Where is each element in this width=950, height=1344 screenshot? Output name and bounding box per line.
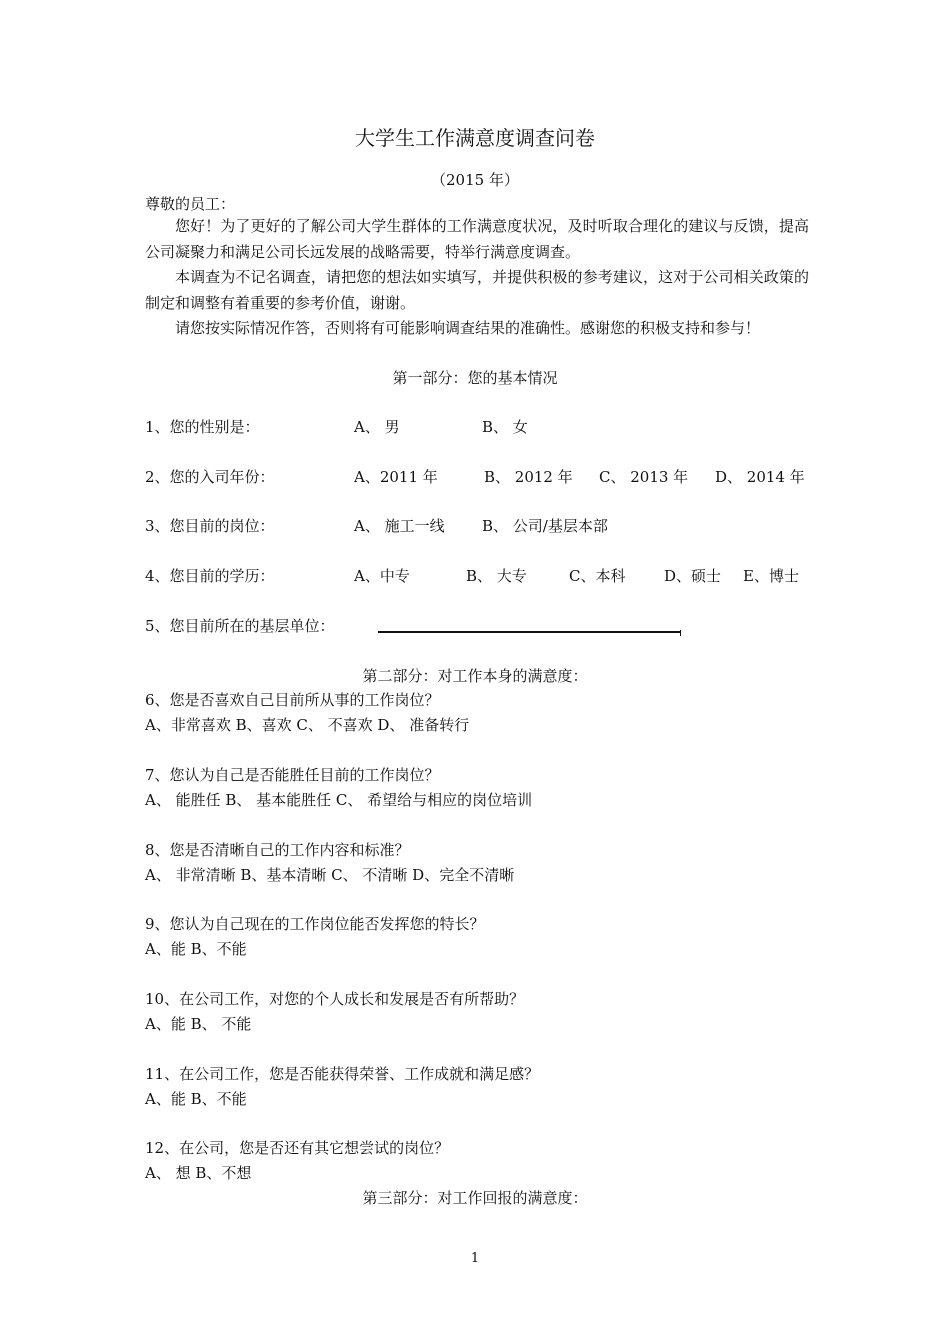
survey-year: （2015 年）: [431, 171, 519, 189]
question-1-option-a: A、 男: [354, 418, 400, 436]
salutation: 尊敬的员工：: [145, 195, 236, 213]
part2-heading: 第二部分：对工作本身的满意度：: [362, 667, 588, 685]
question-8-options: A、 非常清晰 B、基本清晰 C、 不清晰 D、完全不清晰: [145, 866, 515, 884]
question-5-answer-line[interactable]: [378, 631, 680, 633]
question-6-options: A、非常喜欢 B、喜欢 C、 不喜欢 D、 准备转行: [145, 716, 470, 734]
question-2-label: 2、您的入司年份：: [145, 468, 275, 486]
question-4-option-c: C、本科: [569, 567, 626, 585]
question-7-options: A、 能胜任 B、 基本能胜任 C、 希望给与相应的岗位培训: [145, 791, 533, 809]
answer-line-end-mark: [680, 630, 681, 636]
intro-paragraph-2: 本调查为不记名调查，请把您的想法如实填写，并提供积极的参考建议，这对于公司相关政策的制定和调整有着重要的参考价值，谢谢。: [145, 268, 809, 312]
question-11-text: 11、在公司工作，您是否能获得荣誉、工作成就和满足感？: [145, 1065, 540, 1083]
question-2-option-c: C、 2013 年: [599, 468, 689, 486]
question-12-text: 12、在公司，您是否还有其它想尝试的岗位？: [145, 1139, 450, 1157]
question-2-option-a: A、2011 年: [354, 468, 438, 486]
question-1-label: 1、您的性别是：: [145, 418, 260, 436]
question-4-option-a: A、中专: [354, 567, 410, 585]
question-8-text: 8、您是否清晰自己的工作内容和标准？: [145, 841, 410, 859]
question-3-label: 3、您目前的岗位：: [145, 517, 275, 535]
question-1-option-b: B、 女: [482, 418, 528, 436]
question-10-text: 10、在公司工作，对您的个人成长和发展是否有所帮助？: [145, 990, 525, 1008]
page-number: 1: [470, 1251, 480, 1266]
question-12-options: A、 想 B、不想: [145, 1164, 252, 1182]
intro-paragraph-3: 请您按实际情况作答，否则将有可能影响调查结果的准确性。感谢您的积极支持和参与！: [175, 319, 761, 337]
question-7-text: 7、您认为自己是否能胜任目前的工作岗位？: [145, 766, 440, 784]
question-9-options: A、能 B、不能: [145, 940, 247, 958]
part3-heading: 第三部分：对工作回报的满意度：: [362, 1189, 588, 1207]
question-9-text: 9、您认为自己现在的工作岗位能否发挥您的特长？: [145, 915, 485, 933]
question-4-option-e: E、博士: [743, 567, 799, 585]
question-4-option-d: D、硕士: [664, 567, 722, 585]
question-3-option-b: B、 公司/基层本部: [482, 517, 608, 535]
question-5-label: 5、您目前所在的基层单位：: [145, 617, 335, 635]
question-3-option-a: A、 施工一线: [354, 517, 445, 535]
document-title: 大学生工作满意度调查问卷: [355, 126, 595, 150]
question-4-label: 4、您目前的学历：: [145, 567, 275, 585]
question-4-option-b: B、 大专: [466, 567, 527, 585]
question-2-option-d: D、 2014 年: [715, 468, 805, 486]
question-6-text: 6、您是否喜欢自己目前所从事的工作岗位？: [145, 691, 440, 709]
question-2-option-b: B、 2012 年: [484, 468, 573, 486]
intro-paragraph-1: 您好！为了更好的了解公司大学生群体的工作满意度状况，及时听取合理化的建议与反馈，提高公司凝聚力和满足公司长远发展的战略需要，特举行满意度调查。: [145, 217, 809, 261]
part1-heading: 第一部分：您的基本情况: [392, 369, 558, 387]
question-10-options: A、能 B、 不能: [145, 1015, 252, 1033]
question-11-options: A、能 B、不能: [145, 1090, 247, 1108]
